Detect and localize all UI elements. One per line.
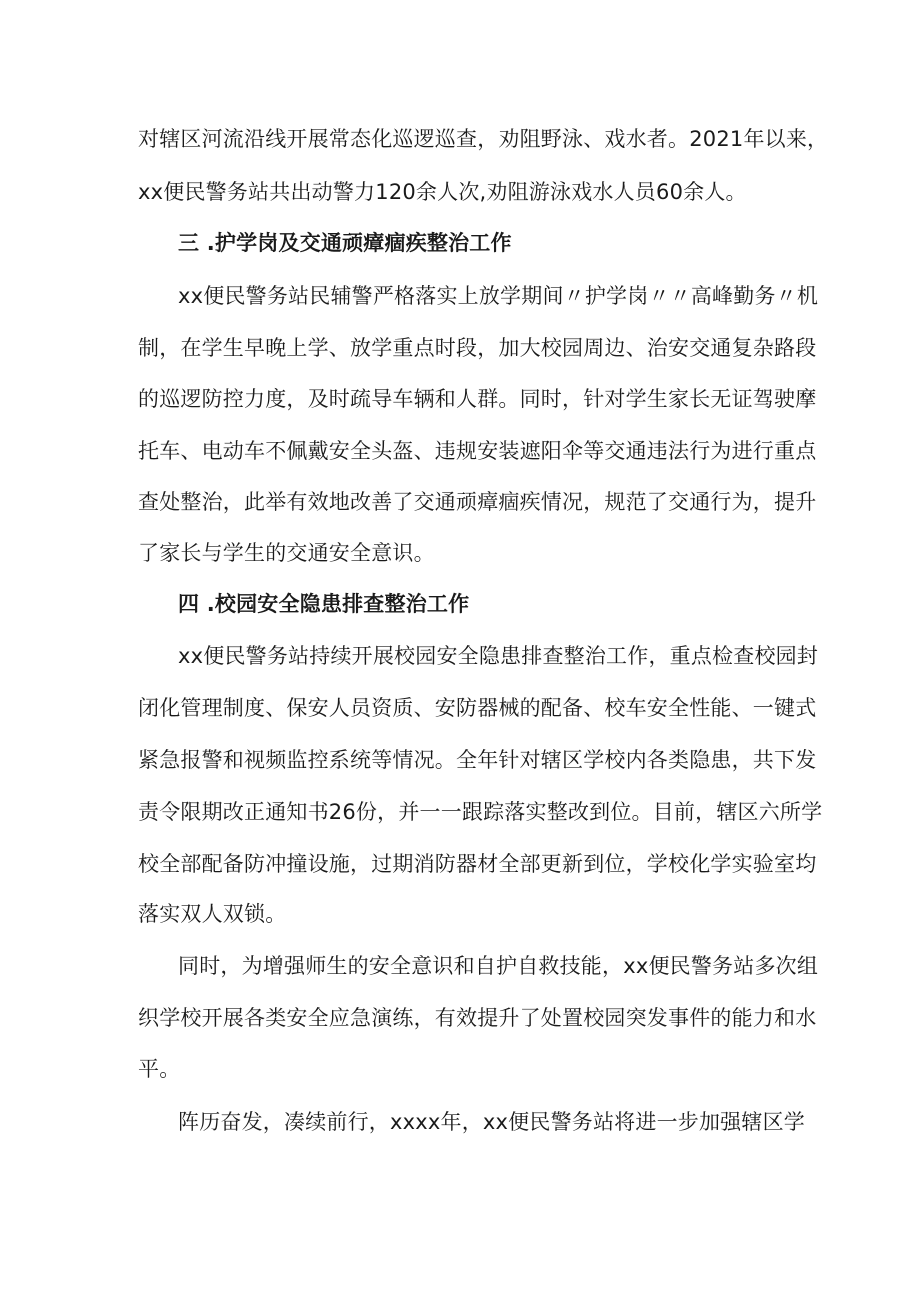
paragraph-line: 平。 [138, 1057, 181, 1081]
paragraph-line: 托车、电动车不佩戴安全头盔、违规安装遮阳伞等交通违法行为进行重点 [138, 439, 817, 463]
paragraph-line: 落实双人双锁。 [138, 902, 287, 926]
paragraph-line: 查处整治，此举有效地改善了交通顽瘴痼疾情况，规范了交通行为，提升 [138, 490, 817, 514]
section-heading: 四 .校园安全隐患排查整治工作 [178, 592, 470, 616]
paragraph-line: 同时，为增强师生的安全意识和自护自救技能，xx便民警务站多次组 [178, 954, 819, 978]
paragraph-line: 了家长与学生的交通安全意识。 [138, 541, 435, 565]
paragraph-line: 对辖区河流沿线开展常态化巡逻巡查，劝阻野泳、戏水者。2021年以来， [138, 127, 829, 151]
paragraph-line: xx便民警务站持续开展校园安全隐患排查整治工作，重点检查校园封 [178, 644, 819, 668]
paragraph-line: 制，在学生早晚上学、放学重点时段，加大校园周边、治安交通复杂路段 [138, 336, 817, 360]
paragraph-line: 校全部配备防冲撞设施，过期消防器材全部更新到位，学校化学实验室均 [138, 852, 817, 876]
paragraph-line: xx便民警务站共出动警力120余人次,劝阻游泳戏水人员60余人。 [138, 180, 747, 204]
paragraph-line: 的巡逻防控力度，及时疏导车辆和人群。同时，针对学生家长无证驾驶摩 [138, 387, 817, 411]
section-heading: 三 .护学岗及交通顽瘴痼疾整治工作 [178, 231, 512, 255]
paragraph-line: 阵历奋发，凑续前行，xxxx年，xx便民警务站将进一步加强辖区学 [178, 1110, 805, 1134]
paragraph-line: 织学校开展各类安全应急演练，有效提升了处置校园突发事件的能力和水 [138, 1006, 817, 1030]
paragraph-line: 闭化管理制度、保安人员资质、安防器械的配备、校车安全性能、一键式 [138, 696, 817, 720]
paragraph-line: xx便民警务站民辅警严格落实上放学期间〃护学岗〃〃高峰勤务〃机 [178, 284, 819, 308]
paragraph-line: 责令限期改正通知书26份，并一一跟踪落实整改到位。目前，辖区六所学 [138, 800, 823, 824]
paragraph-line: 紧急报警和视频监控系统等情况。全年针对辖区学校内各类隐患，共下发 [138, 748, 817, 772]
